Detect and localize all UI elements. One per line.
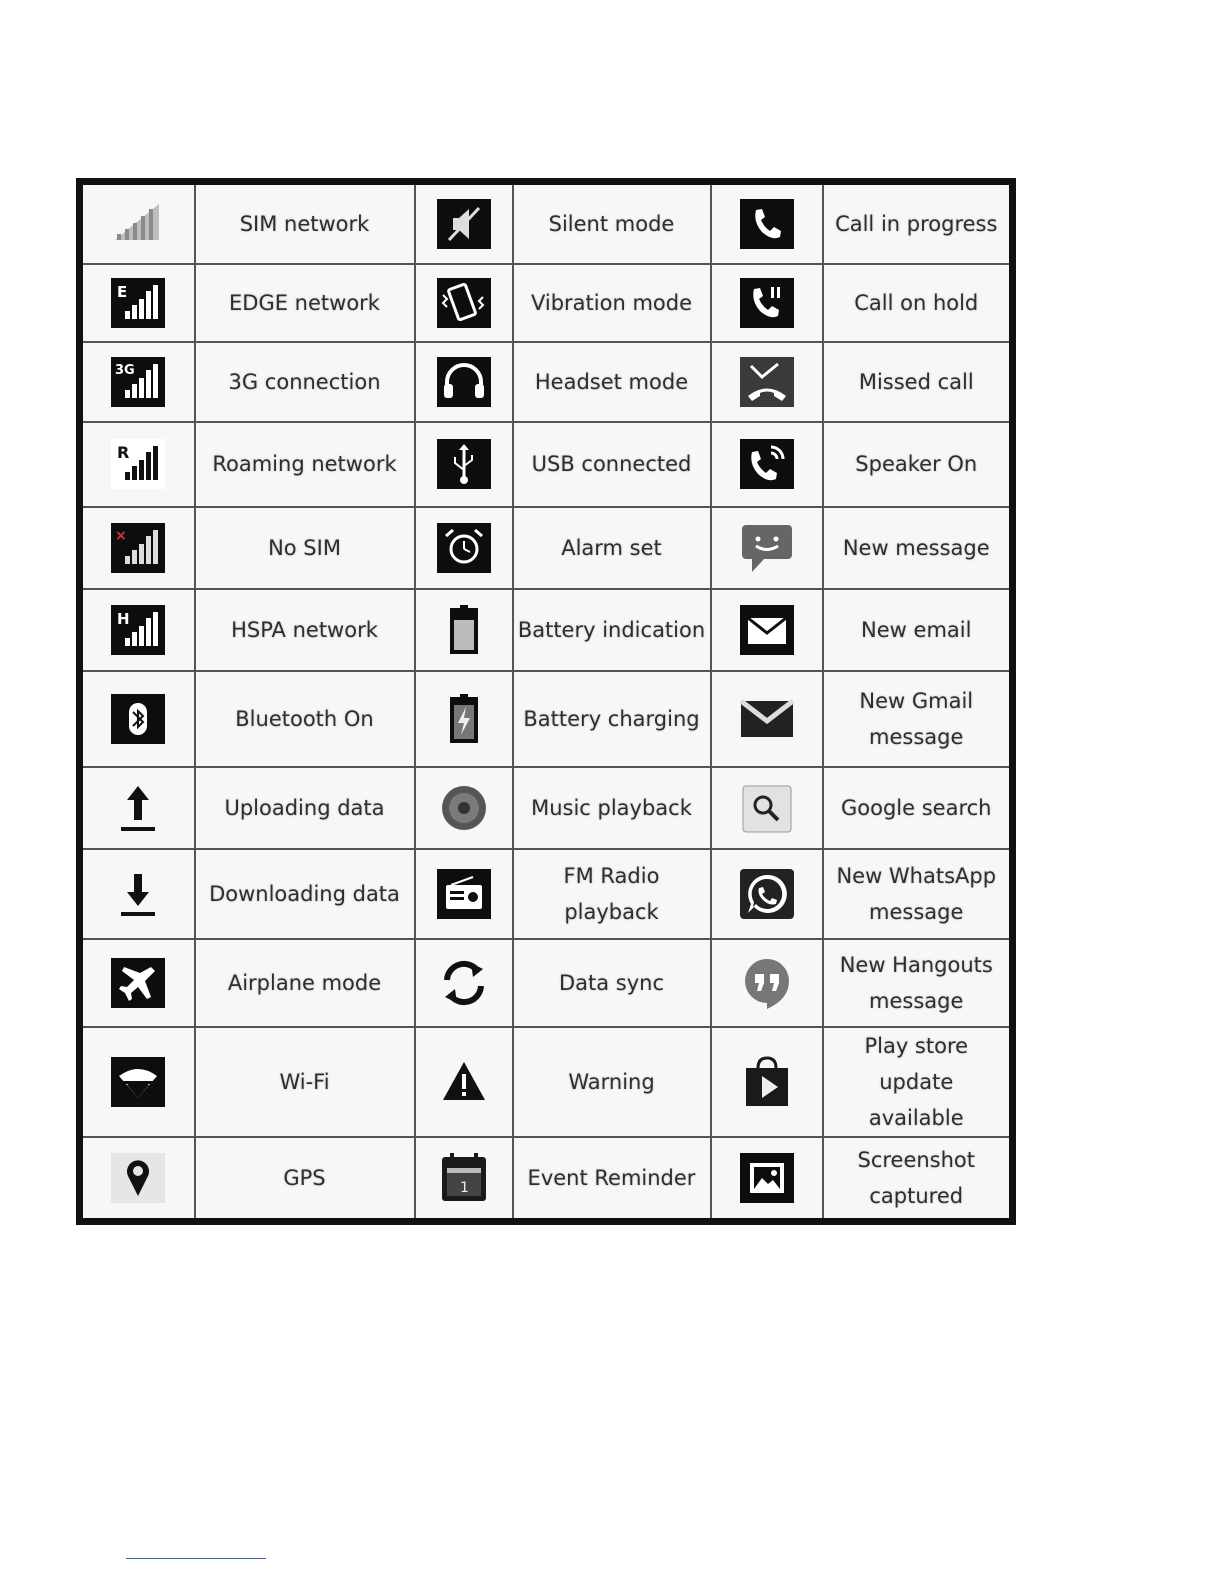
icon-label: New Gmail message — [823, 671, 1013, 767]
edge-signal-icon — [107, 275, 169, 331]
icon-label: Airplane mode — [195, 939, 415, 1027]
icon-cell — [80, 1027, 195, 1137]
icon-cell — [711, 182, 823, 264]
icon-cell — [415, 1027, 513, 1137]
icon-label: FM Radio playback — [513, 849, 711, 939]
table-row — [80, 182, 1013, 264]
usb-icon — [433, 436, 495, 492]
phone-call-icon — [736, 196, 798, 252]
table-row — [80, 1137, 1013, 1222]
icon-cell — [80, 589, 195, 671]
icon-label: Data sync — [513, 939, 711, 1027]
icon-cell — [80, 422, 195, 507]
hspa-signal-icon — [107, 602, 169, 658]
table-row — [80, 264, 1013, 342]
icon-label: Uploading data — [195, 767, 415, 849]
icon-label: Music playback — [513, 767, 711, 849]
table-row — [80, 507, 1013, 589]
icon-label: 3G connection — [195, 342, 415, 422]
speaker-phone-icon — [736, 436, 798, 492]
icon-cell — [711, 264, 823, 342]
sync-icon — [433, 955, 495, 1011]
calendar-icon — [433, 1150, 495, 1206]
icon-cell — [415, 849, 513, 939]
vibration-icon — [433, 275, 495, 331]
svg-text:H: H — [117, 609, 130, 628]
icon-cell — [711, 422, 823, 507]
icon-label: Battery charging — [513, 671, 711, 767]
icon-cell — [80, 182, 195, 264]
icon-cell — [80, 767, 195, 849]
icon-label: Call in progress — [823, 182, 1013, 264]
icon-label: Screenshot captured — [823, 1137, 1013, 1222]
whatsapp-icon — [736, 866, 798, 922]
icon-label: SIM network — [195, 182, 415, 264]
icon-cell — [80, 849, 195, 939]
icon-cell — [415, 1137, 513, 1222]
icon-label: Downloading data — [195, 849, 415, 939]
icon-cell — [80, 671, 195, 767]
table-row — [80, 767, 1013, 849]
table-row — [80, 671, 1013, 767]
icon-cell — [711, 849, 823, 939]
icon-label: USB connected — [513, 422, 711, 507]
email-envelope-icon — [736, 602, 798, 658]
airplane-icon — [107, 955, 169, 1011]
svg-text:R: R — [117, 443, 130, 462]
icon-cell — [80, 342, 195, 422]
status-icons-table — [76, 178, 1016, 1225]
icon-label: Warning — [513, 1027, 711, 1137]
icon-label: New WhatsApp message — [823, 849, 1013, 939]
icon-cell — [415, 422, 513, 507]
hangouts-icon — [736, 955, 798, 1011]
icon-label: Play store update available — [823, 1027, 1013, 1137]
svg-text:1: 1 — [459, 1179, 469, 1196]
icon-label: No SIM — [195, 507, 415, 589]
icon-cell — [415, 507, 513, 589]
table-row — [80, 1027, 1013, 1137]
bluetooth-icon — [107, 691, 169, 747]
svg-text:E: E — [117, 282, 128, 301]
3g-signal-icon — [107, 354, 169, 410]
icon-cell — [80, 939, 195, 1027]
warning-icon — [433, 1054, 495, 1110]
silent-mode-icon — [433, 196, 495, 252]
alarm-clock-icon — [433, 520, 495, 576]
gps-pin-icon — [107, 1150, 169, 1206]
icon-label: New email — [823, 589, 1013, 671]
table-row — [80, 342, 1013, 422]
icon-label: Bluetooth On — [195, 671, 415, 767]
icon-label: New Hangouts message — [823, 939, 1013, 1027]
battery-icon — [433, 602, 495, 658]
icon-label: Speaker On — [823, 422, 1013, 507]
icon-label: Silent mode — [513, 182, 711, 264]
icon-cell — [711, 507, 823, 589]
svg-text:3G: 3G — [115, 362, 135, 378]
icon-label: HSPA network — [195, 589, 415, 671]
play-store-icon — [736, 1054, 798, 1110]
download-arrow-icon — [107, 866, 169, 922]
icon-cell — [711, 767, 823, 849]
icon-label: Roaming network — [195, 422, 415, 507]
wifi-icon — [107, 1054, 169, 1110]
icon-label: Wi-Fi — [195, 1027, 415, 1137]
icon-cell — [415, 342, 513, 422]
table-row — [80, 422, 1013, 507]
icon-label: Headset mode — [513, 342, 711, 422]
icon-cell — [711, 671, 823, 767]
icon-label: Google search — [823, 767, 1013, 849]
table-row — [80, 849, 1013, 939]
no-sim-icon — [107, 520, 169, 576]
headset-icon — [433, 354, 495, 410]
svg-text:×: × — [115, 527, 127, 544]
call-hold-icon — [736, 275, 798, 331]
icon-label: Vibration mode — [513, 264, 711, 342]
icon-cell — [711, 939, 823, 1027]
icon-label: GPS — [195, 1137, 415, 1222]
icon-cell — [711, 1027, 823, 1137]
music-disc-icon — [433, 780, 495, 836]
icon-cell — [80, 1137, 195, 1222]
icon-cell — [415, 182, 513, 264]
battery-charging-icon — [433, 691, 495, 747]
icon-cell — [415, 589, 513, 671]
radio-icon — [433, 866, 495, 922]
upload-arrow-icon — [107, 780, 169, 836]
icon-label: New message — [823, 507, 1013, 589]
icon-cell — [415, 767, 513, 849]
icon-cell — [711, 589, 823, 671]
icon-cell — [80, 507, 195, 589]
missed-call-icon — [736, 354, 798, 410]
icon-cell — [711, 342, 823, 422]
icon-label: Call on hold — [823, 264, 1013, 342]
icon-label: Battery indication — [513, 589, 711, 671]
icon-label: Alarm set — [513, 507, 711, 589]
footnote-separator — [126, 1558, 266, 1559]
icon-cell — [415, 264, 513, 342]
icon-label: EDGE network — [195, 264, 415, 342]
icon-cell — [415, 671, 513, 767]
signal-bars-icon — [107, 196, 169, 252]
message-bubble-icon — [736, 520, 798, 576]
icon-cell — [415, 939, 513, 1027]
google-search-icon — [736, 780, 798, 836]
icon-label: Event Reminder — [513, 1137, 711, 1222]
table-row — [80, 939, 1013, 1027]
table-row — [80, 589, 1013, 671]
roaming-signal-icon — [107, 436, 169, 492]
icon-cell — [80, 264, 195, 342]
gmail-icon — [736, 691, 798, 747]
screenshot-icon — [736, 1150, 798, 1206]
icon-label: Missed call — [823, 342, 1013, 422]
icon-cell — [711, 1137, 823, 1222]
